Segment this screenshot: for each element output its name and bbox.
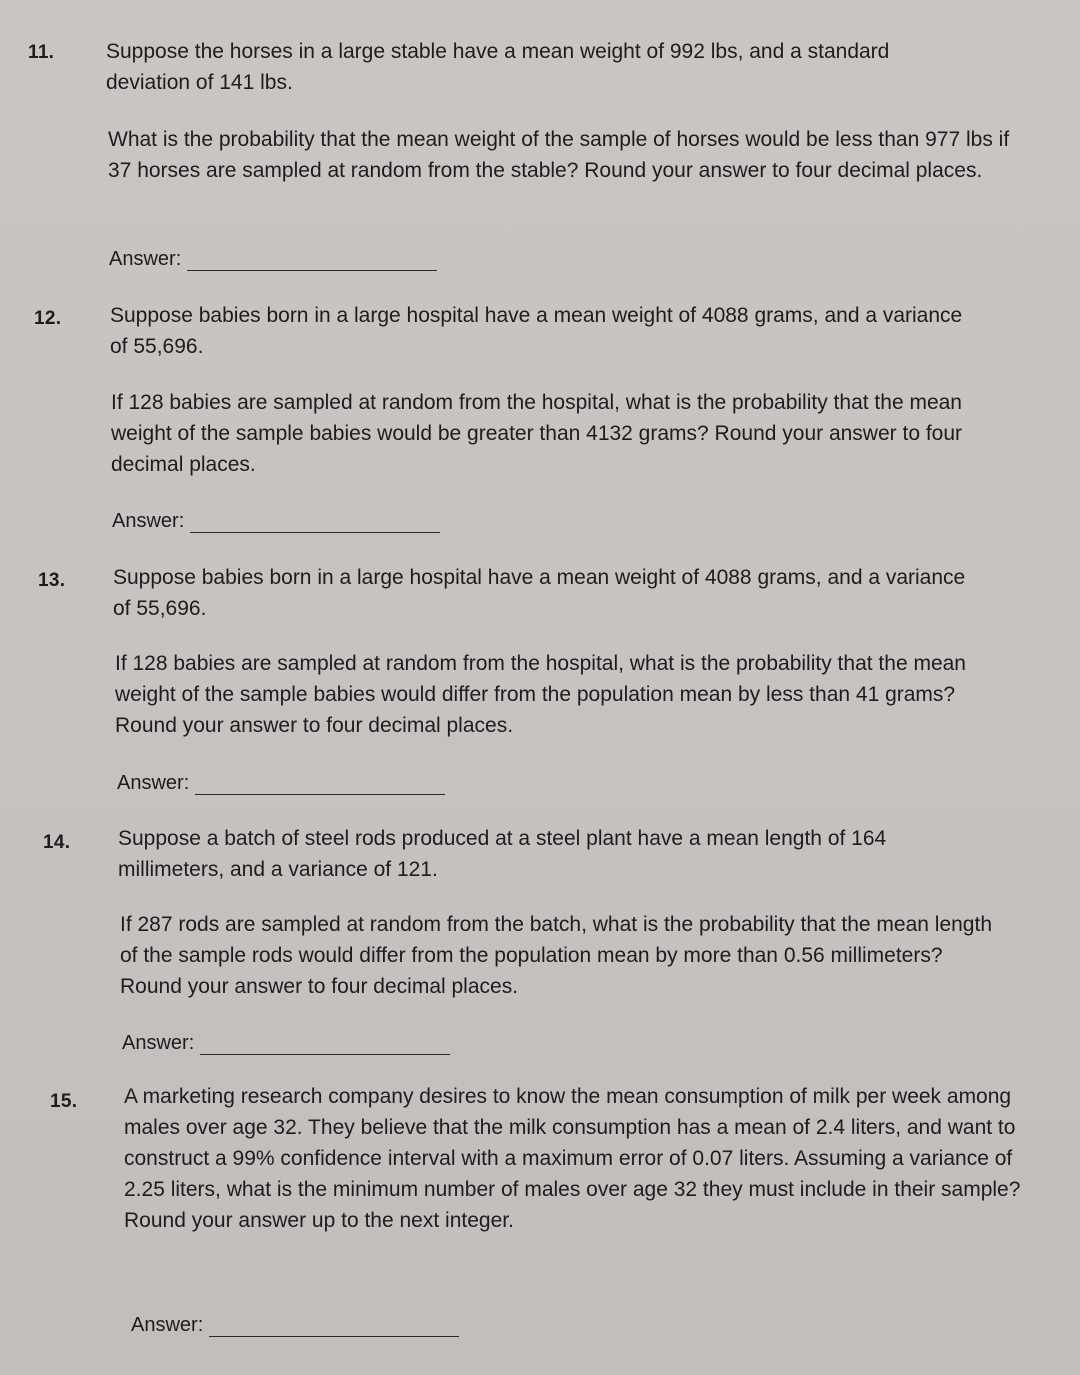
answer-field[interactable] (122, 1032, 450, 1055)
question-prompt: If 128 babies are sampled at random from the hospital, what is the probability that the mean weight of the sample babies would be greater than 4132 grams? Round your answer to four decimal places. (111, 391, 963, 476)
question-prompt: What is the probability that the mean weight of the sample of horses would be less than 977 lbs if 37 horses are sampled at random from the stable? Round your answer to four decimal places. (108, 128, 1010, 182)
answer-label: Answer: (117, 772, 190, 794)
question-setup: Suppose babies born in a large hospital have a mean weight of 4088 grams, and a variance of 55,696. (113, 566, 966, 620)
answer-field[interactable] (109, 248, 437, 271)
question-number: 14. (43, 832, 71, 853)
answer-blank-line[interactable] (187, 250, 437, 271)
question-number: 13. (38, 570, 66, 591)
answer-blank-line[interactable] (209, 1316, 459, 1337)
answer-blank-line[interactable] (200, 1034, 450, 1055)
question-setup: Suppose babies born in a large hospital have a mean weight of 4088 grams, and a variance of 55,696. (110, 304, 963, 358)
answer-blank-line[interactable] (195, 774, 445, 795)
question-number: 12. (34, 308, 62, 329)
answer-label: Answer: (131, 1314, 204, 1336)
question-setup: Suppose a batch of steel rods produced at a steel plant have a mean length of 164 millimeters, and a variance of 121. (118, 827, 887, 881)
question-setup: A marketing research company desires to know the mean consumption of milk per week among males over age 32. They believe that the milk consumption has a mean of 2.4 liters, and want to construct a 99% confidence interval with a maximum error of 0.07 liters. Assuming a variance of 2.25 liters, what is the minimum number of males over age 32 they must include in their sample? Round your answer up to the next integer. (124, 1085, 1021, 1232)
answer-label: Answer: (109, 248, 182, 270)
answer-label: Answer: (112, 510, 185, 532)
answer-field[interactable] (117, 772, 445, 795)
question-prompt: If 128 babies are sampled at random from the hospital, what is the probability that the mean weight of the sample babies would differ from the population mean by less than 41 grams? Round your answer to four decimal places. (115, 652, 966, 737)
question-prompt: If 287 rods are sampled at random from the batch, what is the probability that the mean length of the sample rods would differ from the population mean by more than 0.56 millimeters? Round your answer to four decimal places. (120, 913, 992, 998)
answer-field[interactable] (112, 510, 440, 533)
answer-field[interactable] (131, 1314, 459, 1337)
question-setup: Suppose the horses in a large stable have a mean weight of 992 lbs, and a standard deviation of 141 lbs. (106, 40, 890, 94)
question-number: 11. (28, 42, 55, 63)
answer-label: Answer: (122, 1032, 195, 1054)
answer-blank-line[interactable] (190, 512, 440, 533)
question-number: 15. (50, 1091, 78, 1112)
